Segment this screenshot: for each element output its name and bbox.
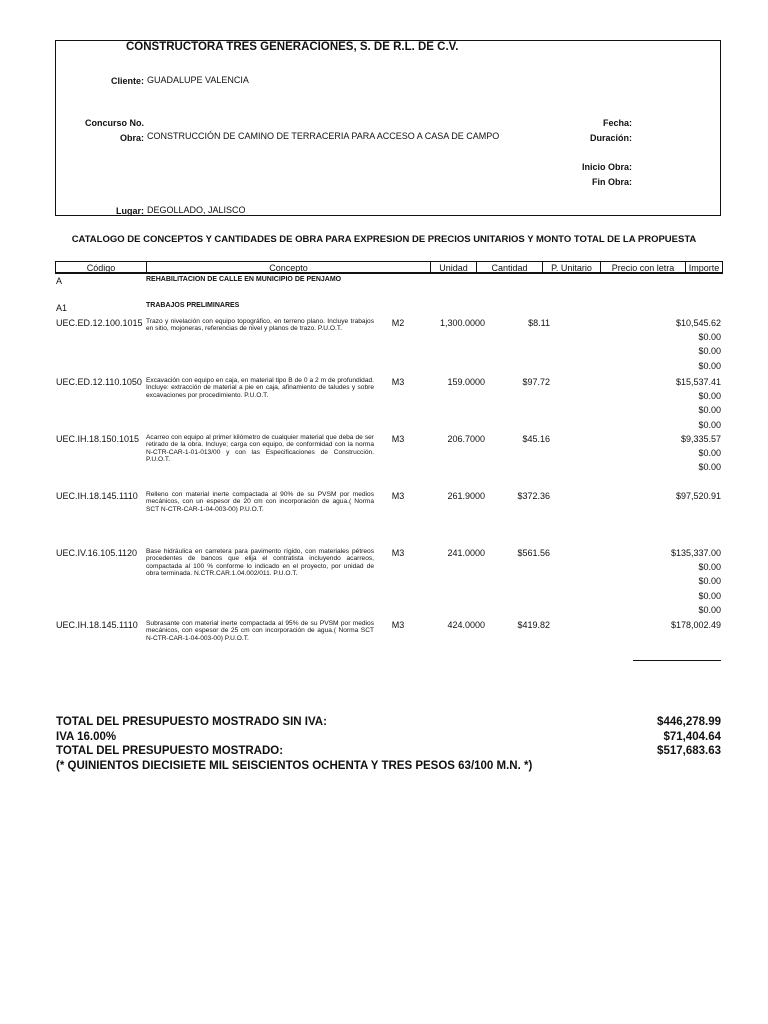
row-code: UEC.IH.18.145.1110	[56, 491, 138, 501]
row-amount: $0.00	[698, 360, 721, 371]
row-unit: M3	[391, 620, 405, 630]
obra-value: CONSTRUCCIÓN DE CAMINO DE TERRACERIA PARA ACCESO A CASA DE CAMPO	[147, 131, 500, 141]
row-concept: Relleno con material inerte compactada al 90% de su PVSM por medios mecánicos, con un espesor de 20 cm con incorporación de agua.( Norma SCT N-CTR-CAR-1-04-003-00) P.U.O.T.	[146, 491, 374, 513]
row-unit-price: $561.56	[517, 548, 550, 558]
row-amount: $178,002.49	[670, 620, 721, 630]
total-label: TOTAL DEL PRESUPUESTO MOSTRADO:	[56, 745, 284, 757]
row-unit-price: $45.16	[522, 434, 550, 444]
signature-line	[633, 660, 721, 661]
lugar-label: Lugar:	[116, 206, 144, 216]
section-a-code: A	[56, 276, 63, 286]
row-amount: $0.00	[698, 462, 721, 473]
row-unit: M3	[391, 548, 405, 558]
row-amount: $0.00	[698, 448, 721, 459]
row-amount: $97,520.91	[675, 491, 721, 501]
col-precio-letra: Precio con letra	[601, 262, 686, 272]
row-quantity: 1,300.0000	[439, 318, 485, 328]
row-code: UEC.ED.12.100.1015	[56, 318, 143, 328]
col-unidad: Unidad	[431, 262, 477, 272]
duracion-label: Duración:	[589, 133, 632, 143]
lugar-value: DEGOLLADO, JALISCO	[147, 205, 246, 215]
obra-label: Obra:	[119, 133, 144, 143]
catalog-title: CATALOGO DE CONCEPTOS Y CANTIDADES DE OBRA PARA EXPRESION DE PRECIOS UNITARIOS Y MONTO TOTAL DE LA PROPUESTA	[71, 234, 697, 245]
row-quantity: 261.9000	[447, 491, 485, 501]
row-amount: $135,337.00	[670, 548, 721, 558]
concurso-label: Concurso No.	[84, 118, 144, 128]
section-a1-name: TRABAJOS PRELIMINARES	[146, 302, 240, 309]
row-amount: $0.00	[698, 405, 721, 416]
row-concept: Trazo y nivelación con equipo topográfico, en terreno plano. Incluye trabajos en sitio, mojoneras, referencias de nivel y planos de trazo. P.U.O.T.	[146, 318, 374, 333]
row-amount: $0.00	[698, 576, 721, 587]
row-amount: $0.00	[698, 332, 721, 343]
row-concept: Base hidráulica en carretera para pavimento rígido, con materiales pétreos procedentes de bancos que elija el contratista incluyendo acarreos, compactada al 100 % conforme lo indicado en el proyecto, por unidad de obra terminada. N.CTR.CAR.1.04.002/011. P.U.O.T.	[146, 548, 374, 578]
iva-value: $71,404.64	[663, 731, 721, 743]
row-amount: $0.00	[698, 419, 721, 430]
row-amount: $15,537.41	[675, 377, 721, 387]
iva-label: IVA 16.00%	[56, 731, 117, 743]
row-amount: $9,335.57	[680, 434, 721, 444]
row-amount: $0.00	[698, 604, 721, 615]
row-unit-price: $97.72	[522, 377, 550, 387]
row-unit-price: $372.36	[517, 491, 550, 501]
col-cantidad: Cantidad	[477, 262, 543, 272]
row-quantity: 424.0000	[447, 620, 485, 630]
row-code: UEC.IH.18.145.1110	[56, 620, 138, 630]
row-unit: M2	[391, 318, 405, 328]
col-concepto: Concepto	[147, 262, 431, 272]
row-unit: M3	[391, 491, 405, 501]
row-amount: $0.00	[698, 590, 721, 601]
row-unit: M3	[391, 377, 405, 387]
cliente-label: Cliente:	[110, 76, 144, 86]
section-a-name: REHABILITACION DE CALLE EN MUNICIPIO DE PENJAMO	[146, 276, 342, 283]
subtotal-value: $446,278.99	[657, 716, 721, 728]
subtotal-label: TOTAL DEL PRESUPUESTO MOSTRADO SIN IVA:	[56, 716, 327, 728]
row-code: UEC.IV.16.105.1120	[56, 548, 138, 558]
inicio-obra-label: Inicio Obra:	[581, 162, 632, 172]
row-unit: M3	[391, 434, 405, 444]
fin-obra-label: Fin Obra:	[592, 177, 632, 187]
row-quantity: 206.7000	[447, 434, 485, 444]
row-unit-price: $419.82	[517, 620, 550, 630]
row-amount: $0.00	[698, 391, 721, 402]
row-concept: Acarreo con equipo al primer kilómetro de cualquier material que deba de ser retirado de la obra. Incluye; carga con equipo, de conformidad con la norma N-CTR-CAR-1-01-013/00 y con las Especificaciones de Construcción. P.U.O.T.	[146, 434, 374, 464]
total-value: $517,683.63	[657, 745, 721, 757]
row-amount: $0.00	[698, 346, 721, 357]
cliente-value: GUADALUPE VALENCIA	[147, 75, 249, 85]
header-box	[55, 40, 721, 216]
row-code: UEC.ED.12.110.1050	[56, 377, 142, 387]
row-unit-price: $8.11	[528, 318, 550, 328]
row-concept: Excavación con equipo en caja, en material tipo B de 0 a 2 m de profundidad. Incluye: extracción de material a pie en caja, afinamiento de taludes y sobre excavaciones por procedimiento. P.U.O.T.	[146, 377, 374, 399]
row-concept: Subrasante con material inerte compactada al 95% de su PVSM por medios mecánicos, con espesor de 25 cm con incorporación de agua.( Norma SCT N-CTR-CAR-1-04-003-00) P.U.O.T.	[146, 620, 374, 642]
row-code: UEC.IH.18.150.1015	[56, 434, 140, 444]
row-amount: $0.00	[698, 562, 721, 573]
col-importe: Importe	[688, 263, 720, 273]
col-p-unitario: P. Unitario	[543, 262, 601, 272]
company-name: CONSTRUCTORA TRES GENERACIONES, S. DE R.L. DE C.V.	[126, 41, 459, 53]
row-quantity: 159.0000	[447, 377, 485, 387]
fecha-label: Fecha:	[602, 118, 632, 128]
table-header	[55, 261, 723, 274]
col-codigo: Código	[56, 262, 147, 272]
total-in-words: (* QUINIENTOS DIECISIETE MIL SEISCIENTOS OCHENTA Y TRES PESOS 63/100 M.N. *)	[56, 760, 533, 772]
row-quantity: 241.0000	[447, 548, 485, 558]
row-amount: $10,545.62	[675, 318, 721, 328]
section-a1-code: A1	[56, 303, 68, 313]
